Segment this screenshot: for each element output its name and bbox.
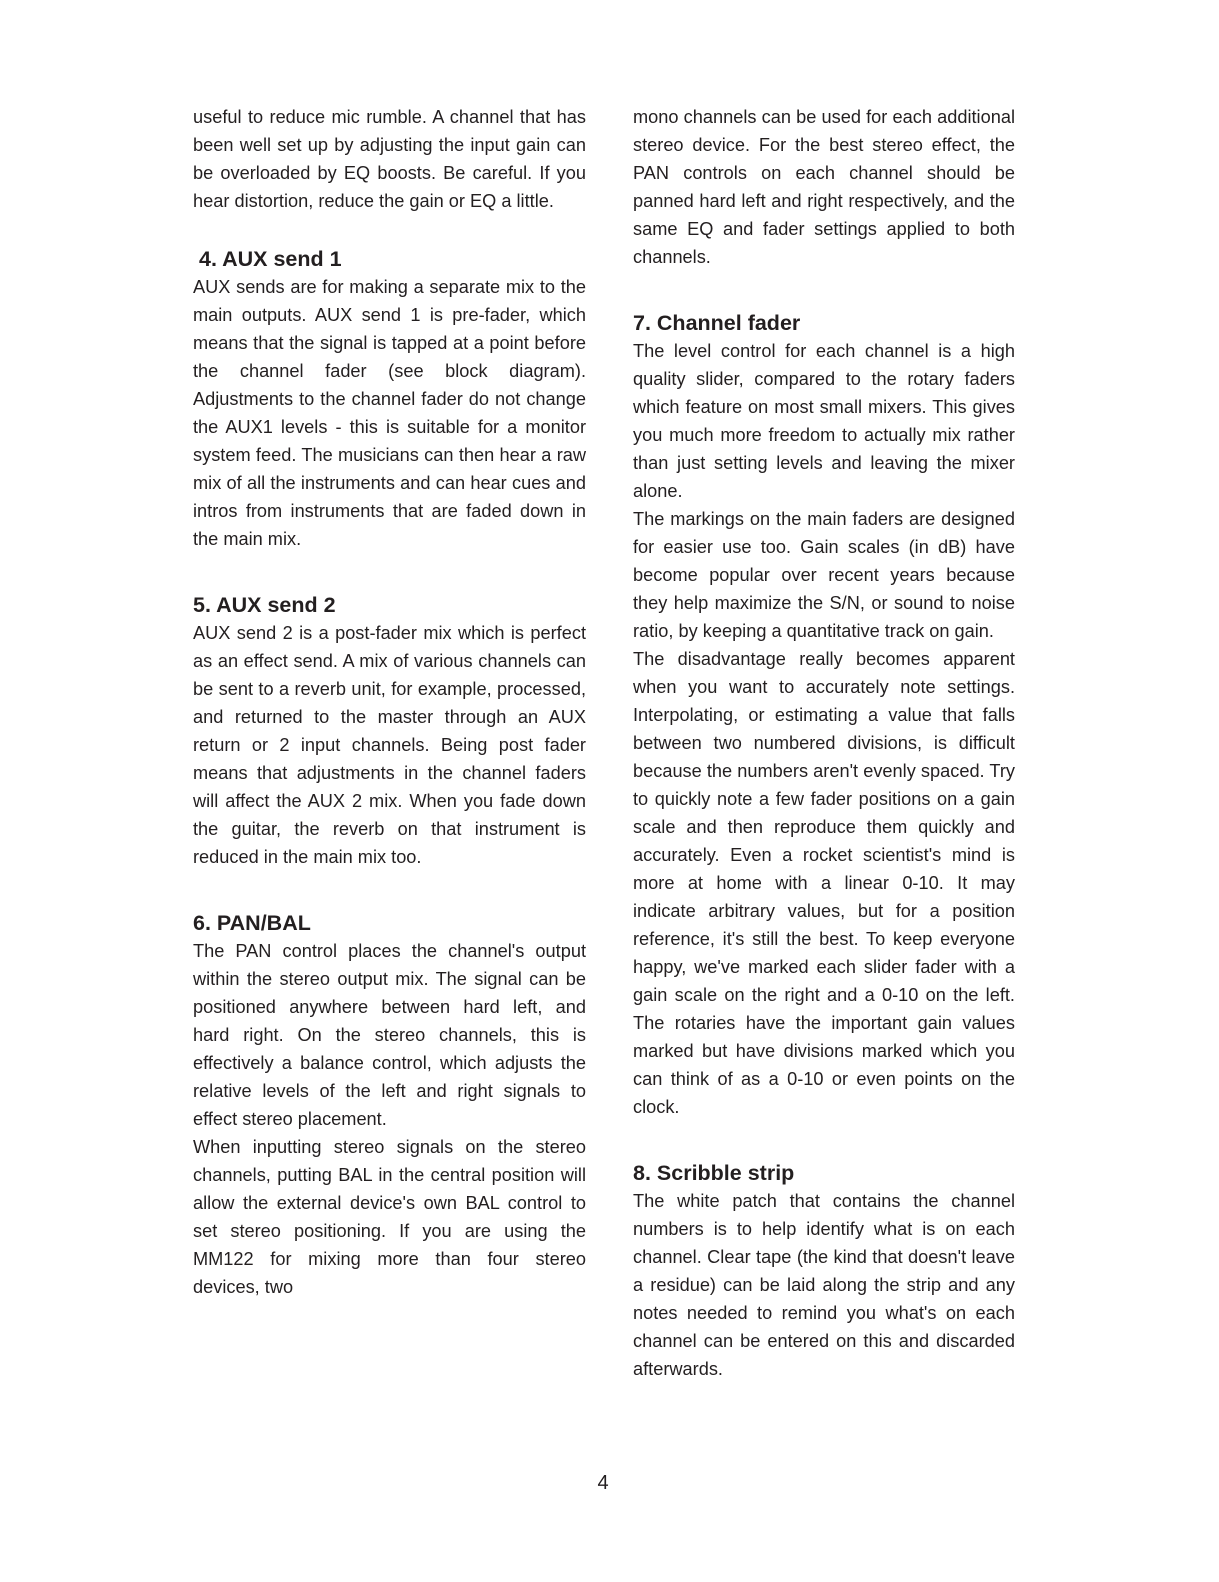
channel-fader-body-2: The markings on the main faders are designed for easier use too. Gain scales (in dB) have become popular over recent years because they help maximize the S/N, or sound to noise ratio, by keeping a quantitative track on gain. [633, 509, 1015, 641]
channel-fader-body-1: The level control for each channel is a high quality slider, compared to the rotary faders which feature on most small mixers. This gives you much more freedom to actually mix rather than just setting levels and leaving the mixer alone. [633, 341, 1015, 501]
section-spacer [633, 271, 1015, 309]
continued-paragraph: mono channels can be used for each additional stereo device. For the best stereo effect, the PAN controls on each channel should be panned hard left and right respectively, and the same EQ and fader settings applied to both channels. [633, 107, 1015, 267]
aux-send-1-heading: 4. AUX send 1 [199, 247, 342, 271]
section-spacer [193, 553, 586, 591]
pan-bal-heading: 6. PAN/BAL [193, 911, 311, 935]
left-column [193, 103, 586, 1301]
scribble-strip-body: The white patch that contains the channel numbers is to help identify what is on each channel. Clear tape (the kind that doesn't leave a residue) can be laid along the strip and any notes needed to remind you what's on each channel can be entered on this and discarded afterwards. [633, 1191, 1015, 1379]
pan-bal-body-1: The PAN control places the channel's output within the stereo output mix. The signal can be positioned anywhere between hard left, and hard right. On the stereo channels, this is effectively a balance control, which adjusts the relative levels of the left and right signals to effect stereo placement. [193, 941, 586, 1129]
page-number: 4 [597, 1472, 609, 1494]
channel-fader-body-3: The disadvantage really becomes apparent when you want to accurately note settings. Interpolating, or estimating a value that falls between two numbered divisions, is difficult because the numbers aren't evenly spaced. Try to quickly note a few fader positions on a gain scale and then reproduce them quickly and accurately. Even a rocket scientist's mind is more at home with a linear 0-10. It may indicate arbitrary values, but for a position reference, it's still the best. To keep everyone happy, we've marked each slider fader with a gain scale on the right and a 0-10 on the left. The rotaries have the important gain values marked but have divisions marked which you can think of as a 0-10 or even points on the clock. [633, 649, 1015, 1117]
aux-send-2-heading: 5. AUX send 2 [193, 593, 336, 617]
channel-fader-heading: 7. Channel fader [633, 311, 801, 335]
intro-paragraph: useful to reduce mic rumble. A channel that has been well set up by adjusting the input gain can be overloaded by EQ boosts. Be careful. If you hear distortion, reduce the gain or EQ a little. [193, 107, 586, 211]
pan-bal-body-2: When inputting stereo signals on the stereo channels, putting BAL in the central position will allow the external device's own BAL control to set stereo positioning. If you are using the MM122 for mixing more than four stereo devices, two [193, 1137, 586, 1297]
aux-send-1-body: AUX sends are for making a separate mix to the main outputs. AUX send 1 is pre-fader, which means that the signal is tapped at a point before the channel fader (see block diagram). Adjustments to the channel fader do not change the AUX1 levels - this is suitable for a monitor system feed. The musicians can then hear a raw mix of all the instruments and can hear cues and intros from instruments that are faded down in the main mix. [193, 277, 586, 549]
section-spacer [193, 871, 586, 909]
right-column [633, 103, 1015, 1383]
section-spacer [193, 215, 586, 245]
section-spacer [633, 1121, 1015, 1159]
scribble-strip-heading: 8. Scribble strip [633, 1161, 795, 1185]
aux-send-2-body: AUX send 2 is a post-fader mix which is perfect as an effect send. A mix of various channels can be sent to a reverb unit, for example, processed, and returned to the master through an AUX return or 2 input channels. Being post fader means that adjustments in the channel faders will affect the AUX 2 mix. When you fade down the guitar, the reverb on that instrument is reduced in the main mix too. [193, 623, 586, 867]
